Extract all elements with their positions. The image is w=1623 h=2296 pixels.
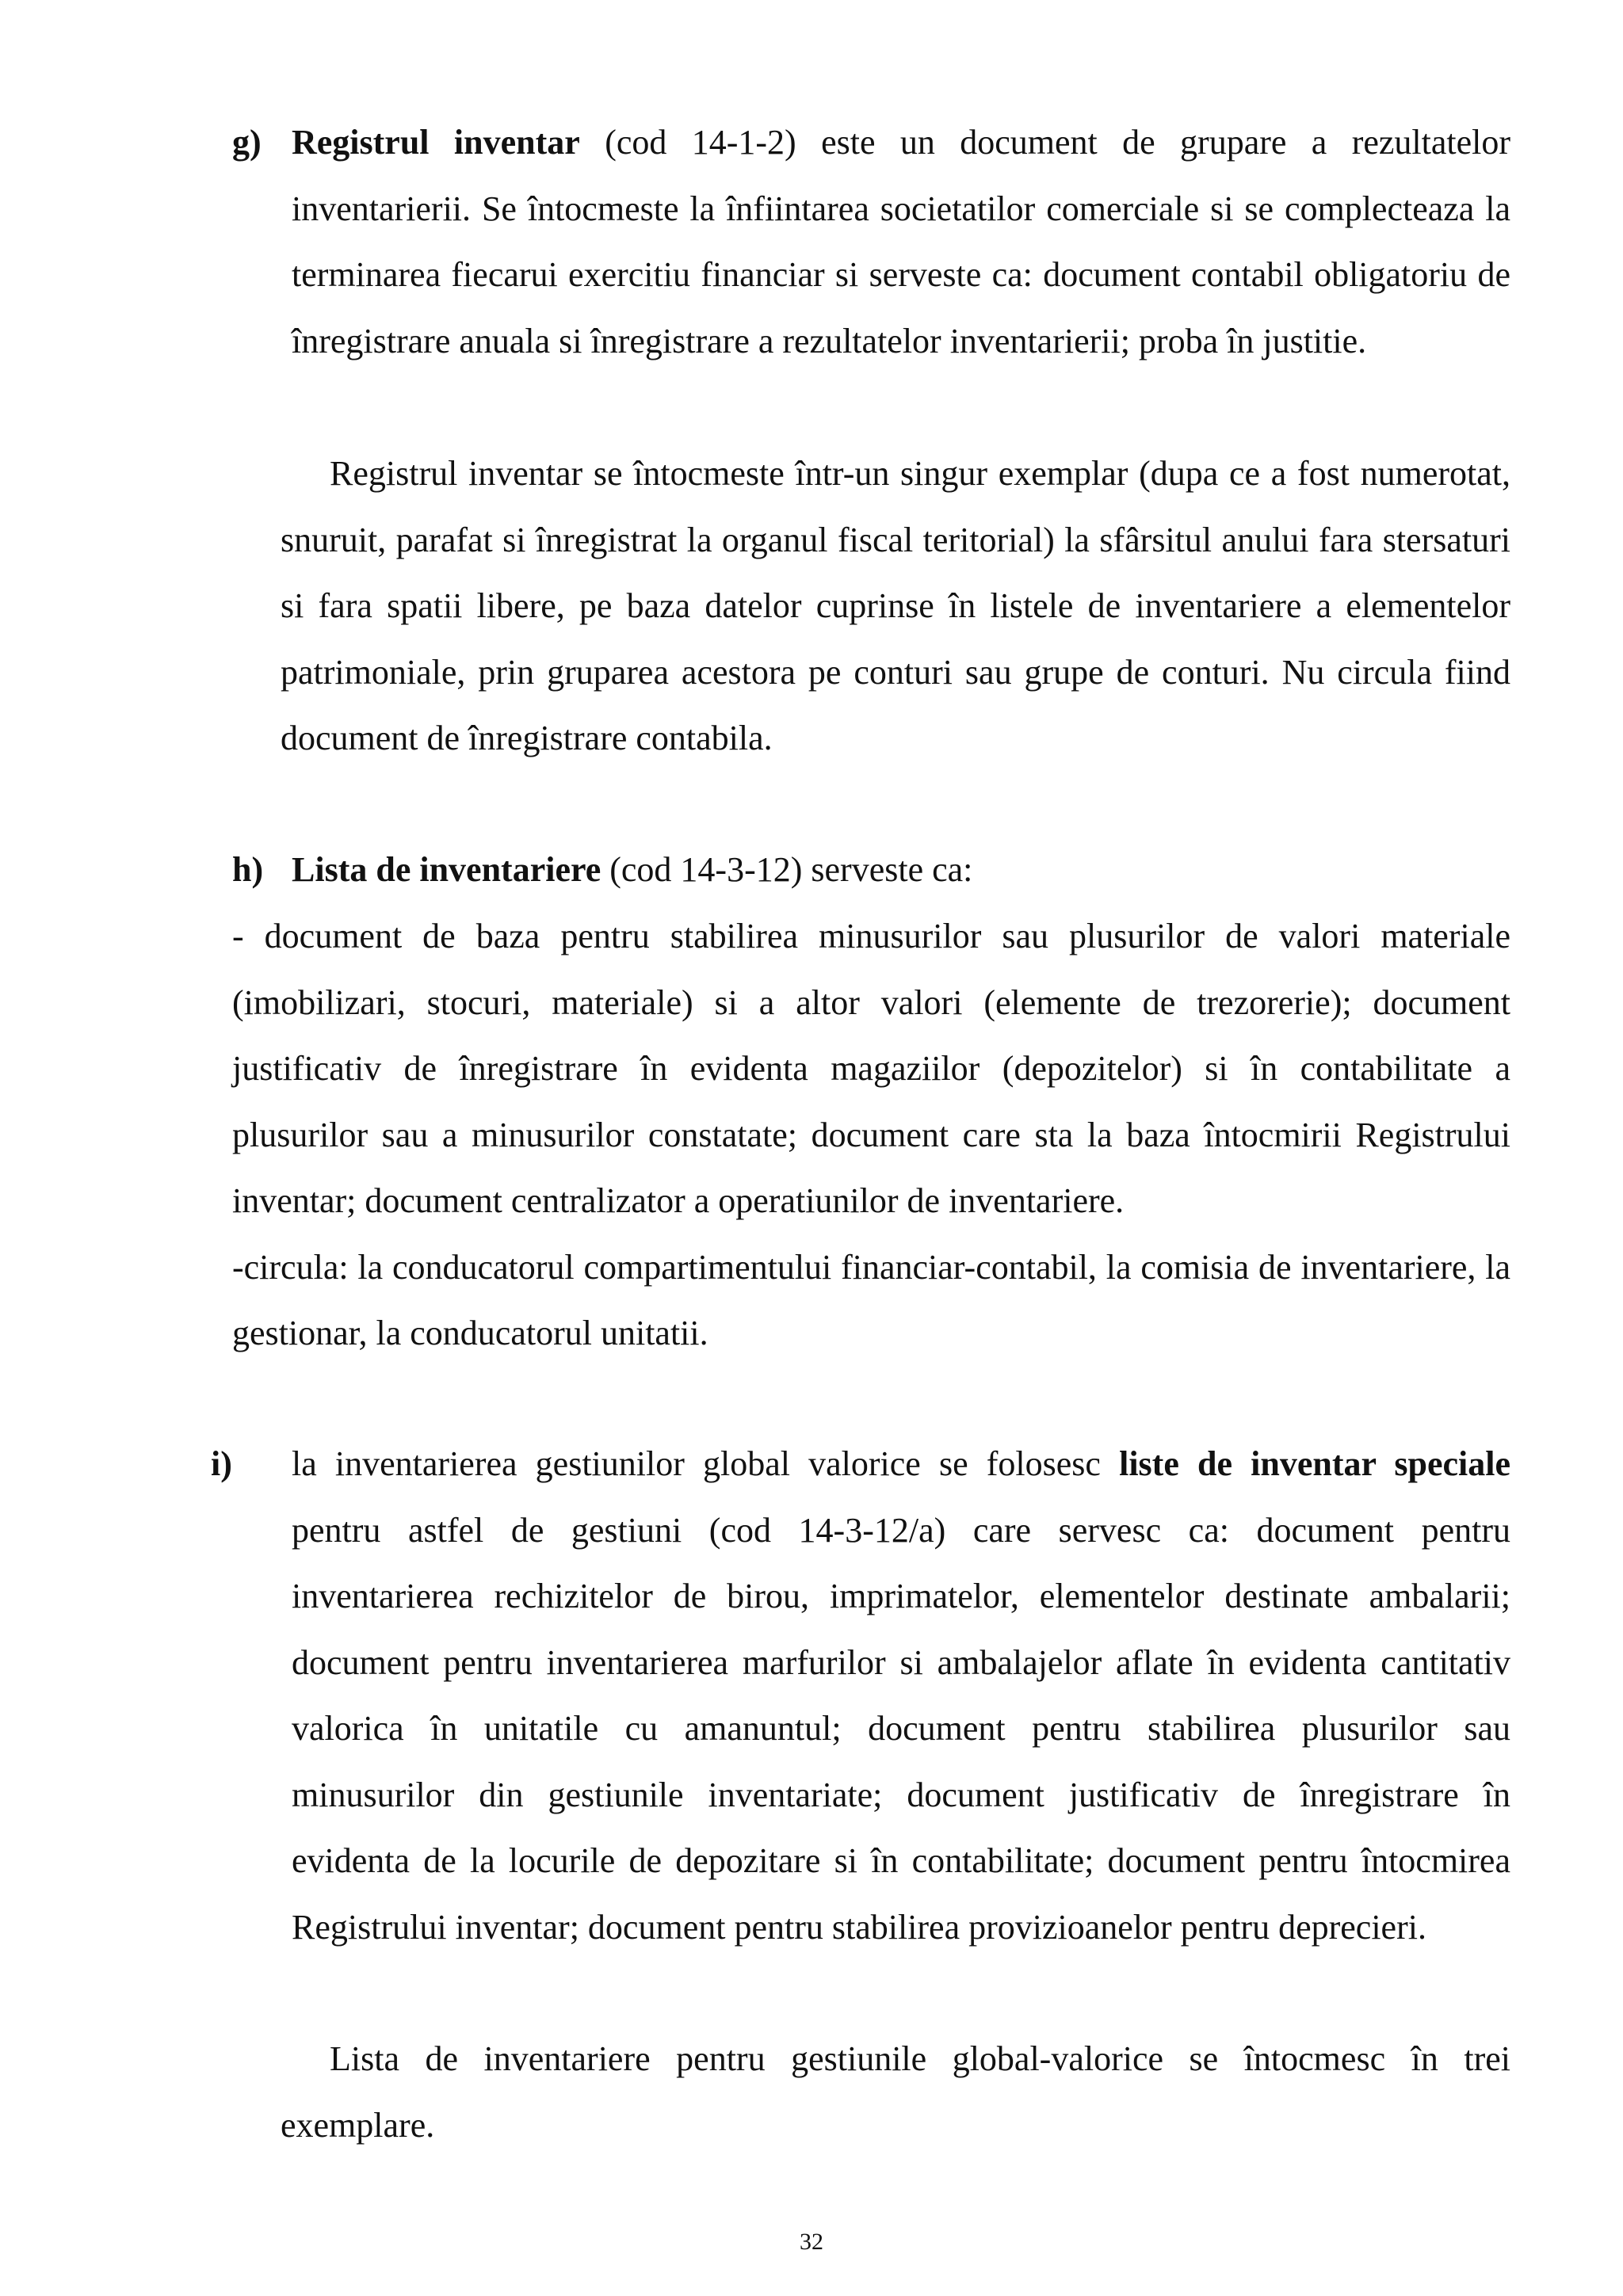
page-number: 32 <box>800 2229 823 2255</box>
section-h-body <box>232 903 1510 1367</box>
section-i-text-before: la inventarierea gestiunilor global valorice se folosesc <box>292 1444 1101 1483</box>
section-g-paragraph-2: Registrul inventar se întocmeste într-un singur exemplar (dupa ce a fost numerotat, snuruit, parafat si înregistrat la organul fiscal teritorial) la sfârsitul anului fara stersaturi si fara spatii libere, pe baza datelor cuprinse în listele de inventariere a elementelor patrimoniale, prin gruparea acestora pe conturi sau grupe de conturi. Nu circula fiind document de înregistrare contabila. <box>281 454 1510 757</box>
section-g-marker: g) <box>232 123 262 162</box>
section-i-text-after: pentru astfel de gestiuni (cod 14-3-12/a) care servesc ca: document pentru inventarierea rechizitelor de birou, imprimatelor, elementelor destinate ambalarii; document pentru inventarierea marfurilor si ambalajelor aflate în evidenta cantitativ valorica în unitatile cu amanuntul; document pentru stabilirea plusurilor sau minusurilor din gestiunile inventariate; document justificativ de înregistrare în evidenta de la locurile de depozitare si în contabilitate; document pentru întocmirea Registrului inventar; document pentru stabilirea provizioanelor pentru deprecieri. <box>292 1510 1510 1947</box>
section-h-paragraph-1: - document de baza pentru stabilirea minusurilor sau plusurilor de valori materiale (imobilizari, stocuri, materiale) si a altor valori (elemente de trezorerie); document justificativ de înregistrare în evidenta magaziilor (depozitelor) si în contabilitate a plusurilor sau a minusurilor constatate; document care sta la baza întocmirii Registrului inventar; document centralizator a operatiunilor de inventariere. <box>232 917 1510 1220</box>
section-h-paragraph-2: -circula: la conducatorul compartimentului financiar-contabil, la comisia de inventariere, la gestionar, la conducatorul unitatii. <box>232 1247 1510 1352</box>
section-h-marker: h) <box>232 850 264 889</box>
section-i-paragraph <box>292 1431 1510 1960</box>
section-i-paragraph-2: Lista de inventariere pentru gestiunile global-valorice se întocmesc în trei exemplare. <box>281 2039 1510 2145</box>
section-g-title: Registrul inventar <box>292 123 580 162</box>
section-g-text: (cod 14-1-2) este un document de grupare a rezultatelor inventarierii. Se întocmeste la înfiintarea societatilor comerciale si se complecteaza la terminarea fiecarui exercitiu financiar si serveste ca: document contabil obligatoriu de înregistrare anuala si înregistrare a rezultatelor inventarierii; proba în justitie. <box>292 123 1511 360</box>
section-i-marker: i) <box>211 1444 232 1483</box>
section-h-title: Lista de inventariere <box>292 850 601 889</box>
section-h-heading <box>292 837 1510 903</box>
section-i-bold-term: liste de inventar speciale <box>1119 1444 1511 1483</box>
section-h-title-suffix: (cod 14-3-12) serveste ca: <box>609 850 973 889</box>
section-g-paragraph <box>292 109 1510 374</box>
